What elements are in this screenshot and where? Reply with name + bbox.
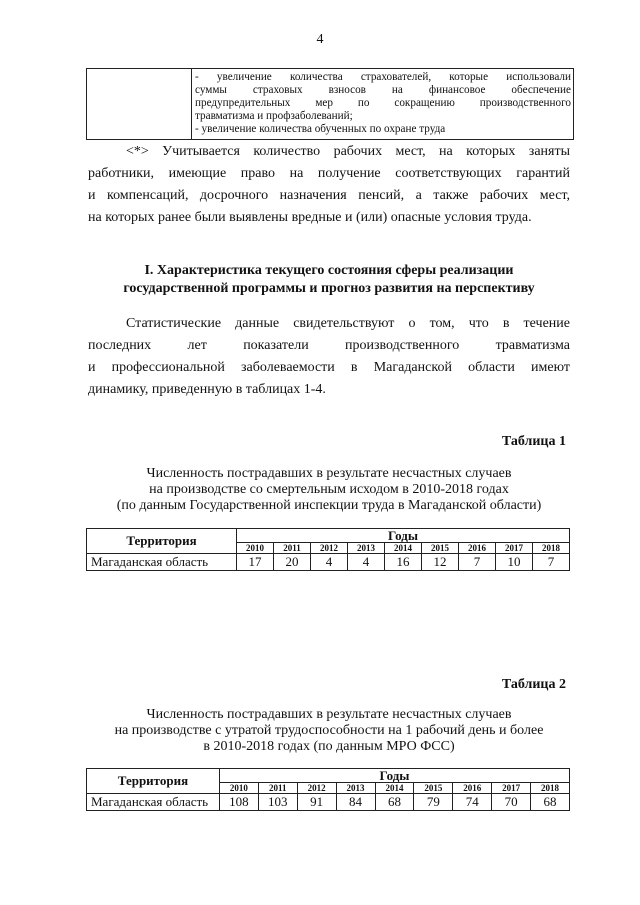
top-table-line: предупредительных мер по сокращению производственного — [195, 97, 571, 109]
statistics-line: последних лет показатели производственного травматизма — [88, 338, 570, 353]
top-table-fragment — [86, 68, 574, 140]
table2-value: 84 — [336, 794, 375, 811]
top-table-text-cell — [192, 69, 574, 140]
table2-value: 68 — [375, 794, 414, 811]
table1-year: 2012 — [311, 543, 348, 554]
table2 — [86, 768, 570, 811]
footnote-line: на которых ранее были выявлены вредные и (или) опасные условия труда. — [88, 210, 532, 225]
table2-caption-line: в 2010-2018 годах (по данным МРО ФСС) — [203, 739, 455, 754]
table1-value: 4 — [348, 554, 385, 571]
section-title-line: государственной программы и прогноз развития на перспективу — [123, 281, 535, 296]
table1-value: 10 — [496, 554, 533, 571]
table2-year: 2014 — [375, 783, 414, 794]
table2-header-years: Годы — [219, 769, 569, 783]
table1-year: 2010 — [237, 543, 274, 554]
table1-value: 17 — [237, 554, 274, 571]
footnote-line: работники, имеющие право на получение соответствующих гарантий — [88, 166, 570, 181]
table2-value: 91 — [297, 794, 336, 811]
table2-value: 103 — [258, 794, 297, 811]
table2-year: 2010 — [219, 783, 258, 794]
statistics-line: динамику, приведенную в таблицах 1-4. — [88, 382, 326, 397]
section-title-line: I. Характеристика текущего состояния сферы реализации — [144, 263, 514, 278]
table2-year: 2015 — [414, 783, 453, 794]
table1-year: 2013 — [348, 543, 385, 554]
top-table-line: - увеличение количества обученных по охране труда — [195, 123, 446, 135]
footnote-line: <*> Учитывается количество рабочих мест, на которых заняты — [126, 144, 570, 159]
table2-header-territory: Территория — [87, 769, 220, 794]
table1-label: Таблица 1 — [501, 434, 566, 449]
table1-caption-line: (по данным Государственной инспекции труда в Магаданской области) — [116, 498, 542, 513]
table2-caption-line: на производстве с утратой трудоспособности на 1 рабочий день и более — [114, 723, 544, 738]
statistics-line: и профессиональной заболеваемости в Магаданской области имеют — [88, 360, 570, 375]
top-table-line: травматизма и профзаболеваний; — [195, 110, 353, 122]
table2-value: 79 — [414, 794, 453, 811]
table2-year: 2017 — [492, 783, 531, 794]
section-title — [88, 262, 570, 298]
table2-value: 108 — [219, 794, 258, 811]
table2-year: 2018 — [531, 783, 570, 794]
top-table-empty-cell — [87, 69, 192, 140]
table-row — [87, 794, 570, 811]
footnote-paragraph — [88, 141, 570, 229]
table2-year: 2012 — [297, 783, 336, 794]
top-table-line: - увеличение количества страхователей, которые использовали — [195, 71, 571, 83]
table1-year: 2018 — [533, 543, 570, 554]
table1-value: 16 — [385, 554, 422, 571]
table2-value: 74 — [453, 794, 492, 811]
table1-year: 2016 — [459, 543, 496, 554]
table2-year: 2013 — [336, 783, 375, 794]
table2-year: 2011 — [258, 783, 297, 794]
table1-value: 7 — [459, 554, 496, 571]
table1-value: 4 — [311, 554, 348, 571]
table1-caption — [88, 466, 570, 514]
table1 — [86, 528, 570, 571]
page-number: 4 — [316, 32, 324, 47]
table1-header-territory: Территория — [87, 529, 237, 554]
table2-caption — [88, 707, 570, 755]
table1-region: Магаданская область — [87, 554, 237, 571]
statistics-paragraph — [88, 313, 570, 401]
table1-header-years: Годы — [237, 529, 570, 543]
table1-year: 2014 — [385, 543, 422, 554]
table1-caption-line: на производстве со смертельным исходом в 2010-2018 годах — [149, 482, 509, 497]
table1-year: 2017 — [496, 543, 533, 554]
table1-year: 2015 — [422, 543, 459, 554]
table1-value: 7 — [533, 554, 570, 571]
table2-label: Таблица 2 — [501, 677, 566, 692]
table1-value: 12 — [422, 554, 459, 571]
top-table-line: суммы страховых взносов на финансовое обеспечение — [195, 84, 571, 96]
table2-value: 68 — [531, 794, 570, 811]
table1-caption-line: Численность пострадавших в результате несчастных случаев — [146, 466, 512, 481]
table2-value: 70 — [492, 794, 531, 811]
footnote-line: и компенсаций, досрочного назначения пенсий, а также рабочих мест, — [88, 188, 570, 203]
statistics-line: Статистические данные свидетельствуют о том, что в течение — [126, 316, 570, 331]
table2-year: 2016 — [453, 783, 492, 794]
table1-year: 2011 — [274, 543, 311, 554]
table2-caption-line: Численность пострадавших в результате несчастных случаев — [146, 707, 512, 722]
table-row — [87, 554, 570, 571]
table1-value: 20 — [274, 554, 311, 571]
table2-region: Магаданская область — [87, 794, 220, 811]
